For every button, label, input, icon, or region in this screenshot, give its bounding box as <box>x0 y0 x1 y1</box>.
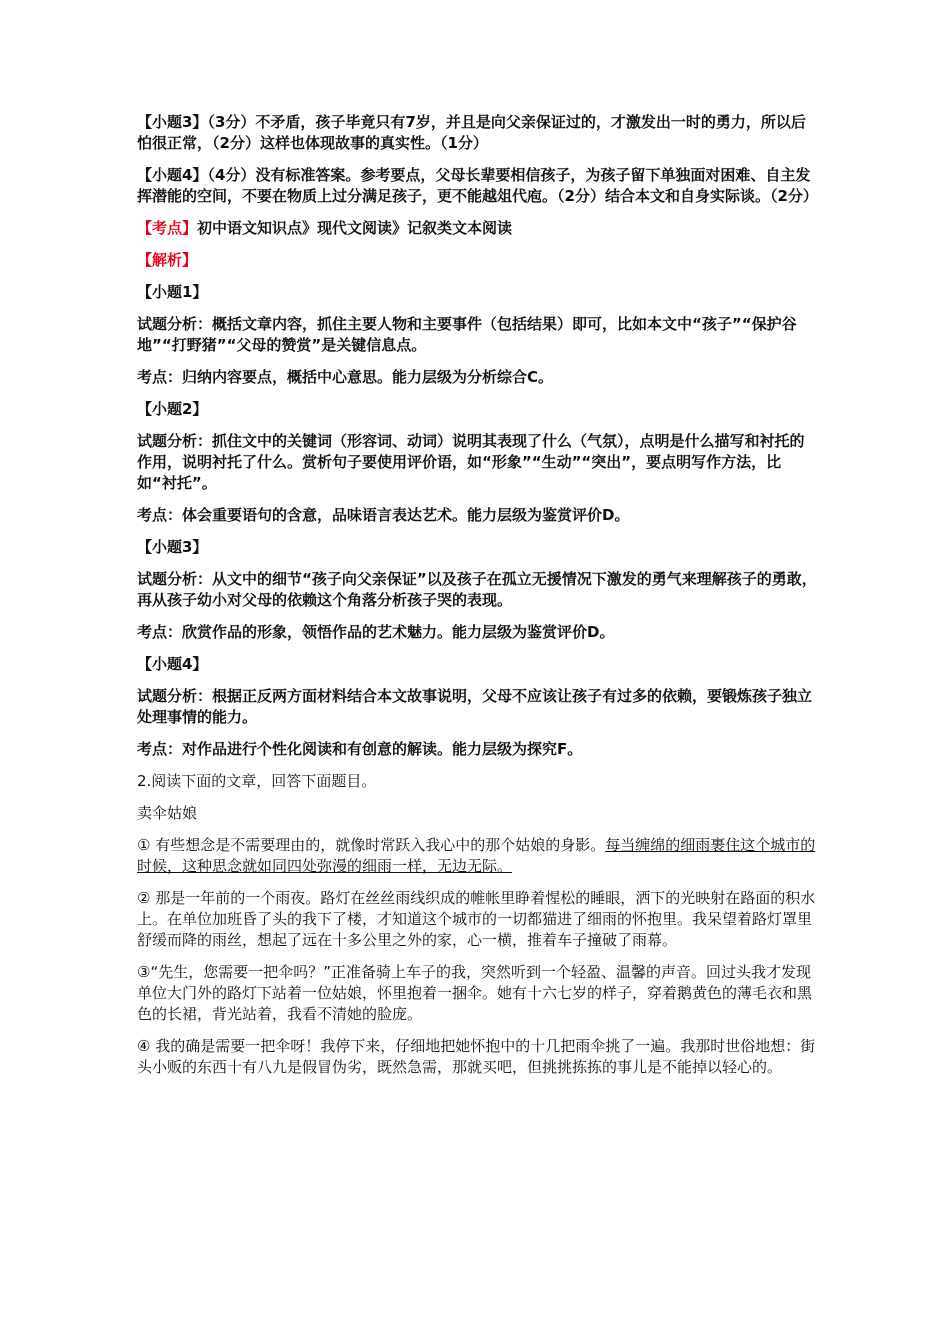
article-paragraph-3: ③“先生，您需要一把伞吗？”正准备骑上车子的我，突然听到一个轻盈、温馨的声音。回过头我才发现单位大门外的路灯下站着一位姑娘，怀里抱着一捆伞。她有十六七岁的样子，穿着鹅黄色的薄毛衣和黑色的长裙，背光站着，我看不清她的脸庞。 <box>137 963 813 1023</box>
q2-point: 考点：体会重要语句的含意，品味语言表达艺术。能力层级为鉴赏评价D。 <box>137 506 630 524</box>
article-paragraph-1 <box>137 835 817 877</box>
kaodian-label: 【考点】 <box>137 219 198 237</box>
article-title: 卖伞姑娘 <box>137 804 198 822</box>
document-content <box>137 112 817 1078</box>
q1-analysis: 试题分析：概括文章内容，抓住主要人物和主要事件（包括结果）即可，比如本文中“孩子”“保护谷地”“打野猪”“父母的赞赏”是关键信息点。 <box>137 315 797 354</box>
q4-analysis: 试题分析：根据正反两方面材料结合本文故事说明，父母不应该让孩子有过多的依赖，要锻炼孩子独立处理事情的能力。 <box>137 687 813 726</box>
article-paragraph-1-text: ① 有些想念是不需要理由的，就像时常跃入我心中的那个姑娘的身影。 <box>137 836 606 854</box>
article-paragraph-2: ② 那是一年前的一个雨夜。路灯在丝丝雨线织成的帷帐里睁着惺松的睡眼，洒下的光映射在路面的积水上。在单位加班昏了头的我下了楼，才知道这个城市的一切都猫进了细雨的怀抱里。我呆望着路灯罩里舒缓而降的雨丝，想起了远在十多公里之外的家，心一横，推着车子撞破了雨幕。 <box>137 889 816 949</box>
jiexi-label: 【解析】 <box>137 251 198 269</box>
q3-title: 【小题3】 <box>137 538 208 556</box>
section2-prompt: 2.阅读下面的文章，回答下面题目。 <box>137 772 377 790</box>
kaodian-text: 初中语文知识点》现代文阅读》记叙类文本阅读 <box>197 219 513 237</box>
answer-q3: 【小题3】（3分）不矛盾，孩子毕竟只有7岁，并且是向父亲保证过的，才激发出一时的勇力，所以后怕很正常，（2分）这样也体现故事的真实性。（1分） <box>137 113 806 152</box>
q3-analysis: 试题分析：从文中的细节“孩子向父亲保证”以及孩子在孤立无援情况下激发的勇气来理解孩子的勇敢，再从孩子幼小对父母的依赖这个角落分析孩子哭的表现。 <box>137 570 817 609</box>
q1-point: 考点：归纳内容要点，概括中心意思。能力层级为分析综合C。 <box>137 368 554 386</box>
article-paragraph-1-underlined: 每当缠绵的细雨裹住这个城市的时候，这种思念就如同四处弥漫的细雨一样，无边无际。 <box>137 836 816 875</box>
kaodian-line <box>137 218 817 239</box>
article-paragraph-4: ④ 我的确是需要一把伞呀！我停下来，仔细地把她怀抱中的十几把雨伞挑了一遍。我那时世俗地想：街头小贩的东西十有八九是假冒伪劣，既然急需，那就买吧，但挑挑拣拣的事儿是不能掉以轻心的。 <box>137 1037 816 1076</box>
q2-analysis: 试题分析：抓住文中的关键词（形容词、动词）说明其表现了什么（气氛），点明是什么描写和衬托的作用，说明衬托了什么。赏析句子要使用评价语，如“形象”“生动”“突出”，要点明写作方法，比如“衬托”。 <box>137 432 805 492</box>
q1-title: 【小题1】 <box>137 283 208 301</box>
q4-point: 考点：对作品进行个性化阅读和有创意的解读。能力层级为探究F。 <box>137 740 583 758</box>
q4-title: 【小题4】 <box>137 655 208 673</box>
q3-point: 考点：欣赏作品的形象，领悟作品的艺术魅力。能力层级为鉴赏评价D。 <box>137 623 615 641</box>
q2-title: 【小题2】 <box>137 400 208 418</box>
answer-q4: 【小题4】（4分）没有标准答案。参考要点，父母长辈要相信孩子，为孩子留下单独面对困难、自主发挥潜能的空间，不要在物质上过分满足孩子，更不能越俎代庖。（2分）结合本文和自身实际谈。（2分） <box>137 166 818 205</box>
